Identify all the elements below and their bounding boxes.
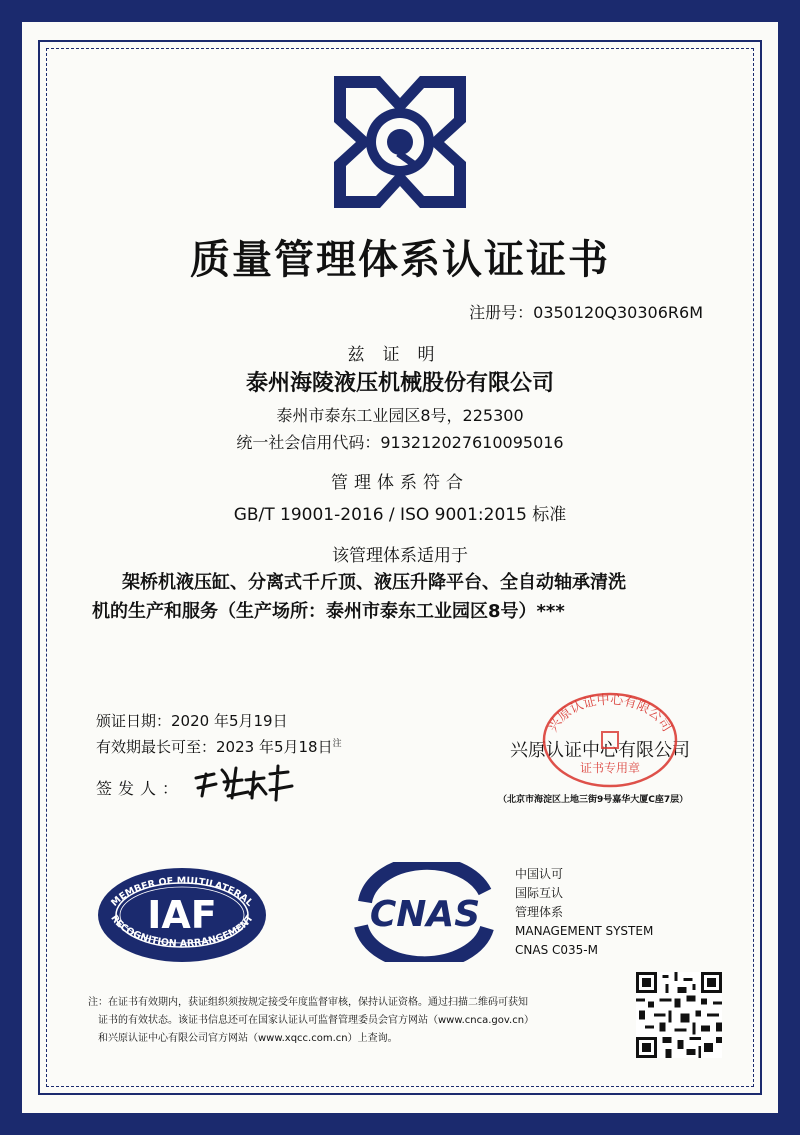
qr-code-icon[interactable] bbox=[636, 972, 722, 1058]
cnas-logo-icon bbox=[345, 862, 505, 962]
signature-image bbox=[192, 760, 302, 802]
footer-note-line-2: 证书的有效状态。该证书信息还可在国家认证认可监督管理委员会官方网站（www.cnca.gov.cn） bbox=[98, 1015, 535, 1026]
iaf-letters: IAF bbox=[147, 893, 217, 937]
issuer-name: 兴原认证中心有限公司 bbox=[510, 740, 690, 761]
valid-until bbox=[96, 736, 342, 757]
valid-until-text: 有效期最长可至：2023 年5月18日 bbox=[96, 738, 333, 756]
cnas-accreditation-info: 中国认可 国际互认 管理体系 MANAGEMENT SYSTEM CNAS C035-M bbox=[515, 867, 654, 957]
official-seal-icon bbox=[540, 690, 680, 790]
footer-note-line-1: 注：在证书有效期内，获证组织须按规定接受年度监督审核，保持认证资格。通过扫描二维码可获知 bbox=[88, 997, 528, 1008]
scope-line-1: 架桥机液压缸、分离式千斤顶、液压升降平台、全自动轴承清洗 bbox=[122, 572, 626, 593]
company-address: 泰州市泰东工业园区8号，225300 bbox=[276, 406, 524, 425]
svg-text:兴原认证中心有限公司 bbox=[546, 692, 675, 735]
standard-line: GB/T 19001-2016 / ISO 9001:2015 标准 bbox=[233, 505, 567, 525]
company-name: 泰州海陵液压机械股份有限公司 bbox=[245, 371, 554, 396]
registration-number: 注册号：0350120Q30306R6M bbox=[469, 303, 703, 322]
footer-note bbox=[88, 994, 534, 1048]
iaf-ring-bottom: RECOGNITION ARRANGEMENT bbox=[108, 913, 256, 950]
valid-note-mark: 注 bbox=[332, 739, 342, 749]
iaf-ring-top: MEMBER OF MULTILATERAL bbox=[109, 875, 255, 909]
certification-logo-icon bbox=[330, 72, 470, 212]
signer-label: 签发人： bbox=[96, 779, 185, 798]
seal-arc-text: 兴原认证中心有限公司 bbox=[545, 692, 675, 735]
iaf-logo-icon bbox=[95, 865, 270, 965]
scope-line-2: 机的生产和服务（生产场所：泰州市泰东工业园区8号）*** bbox=[92, 601, 565, 622]
issue-date: 颁证日期：2020 年5月19日 bbox=[96, 712, 288, 730]
seal-bottom-text: 证书专用章 bbox=[579, 761, 641, 775]
cnas-letters: CNAS bbox=[369, 894, 481, 935]
seal-address: （北京市海淀区上地三街9号嘉华大厦C座7层） bbox=[498, 795, 689, 805]
footer-note-line-3: 和兴原认证中心有限公司官方网站（www.xqcc.com.cn）上查询。 bbox=[98, 1033, 398, 1044]
certificate-title: 质量管理体系认证证书 bbox=[190, 237, 610, 283]
scope-intro: 该管理体系适用于 bbox=[332, 546, 468, 566]
credit-code: 统一社会信用代码：913212027610095016 bbox=[236, 433, 564, 452]
hereby-certify: 兹证明 bbox=[347, 345, 453, 365]
conformity-heading: 管理体系符合 bbox=[331, 473, 469, 493]
